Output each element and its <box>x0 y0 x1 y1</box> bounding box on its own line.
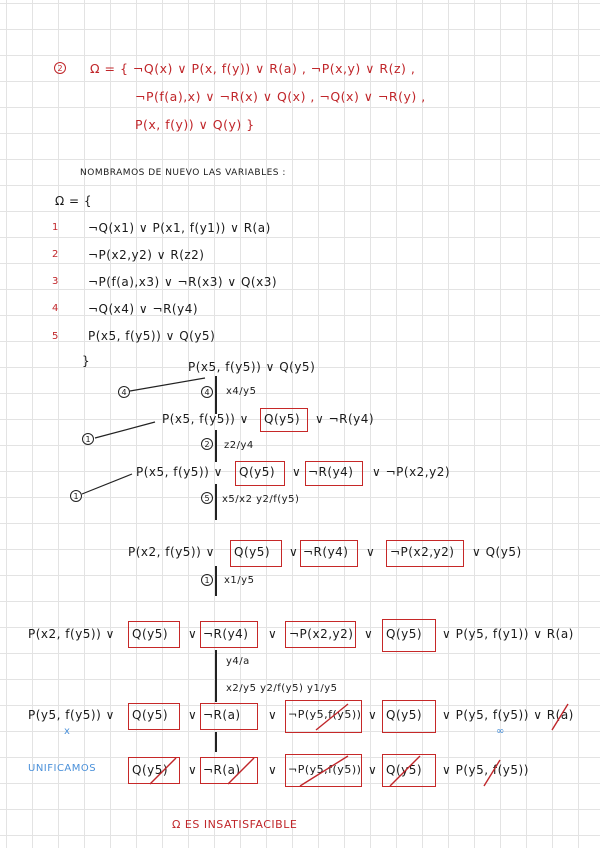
clause-text: ¬Q(x4) ∨ ¬R(y4) <box>88 302 199 316</box>
clause-number: 4 <box>52 303 59 314</box>
rule-number-circle: 2 <box>201 438 213 450</box>
literal: ∨ <box>368 763 378 777</box>
side-clause-circle: 4 <box>118 386 130 398</box>
literal: ∨ <box>268 708 278 722</box>
literal: ∨ <box>188 763 198 777</box>
clause-text: ¬P(f(a),x3) ∨ ¬R(x3) ∨ Q(x3) <box>88 275 278 289</box>
literal: ∨ <box>188 627 198 641</box>
literal: ∨ <box>292 465 302 479</box>
rule-number-circle: 4 <box>201 386 213 398</box>
derivation-line <box>215 430 217 462</box>
boxed-literal: Q(y5) <box>132 627 169 641</box>
boxed-literal: Q(y5) <box>239 465 276 479</box>
omega-definition-line-3: P(x, f(y)) ∨ Q(y) } <box>135 117 255 132</box>
literal: ∨ P(y5, f(y5)) ∨ R(a) <box>442 708 574 722</box>
resolvent-step-1: P(x5, f(y5)) ∨ Q(y5) <box>188 360 316 374</box>
literal: ∨ <box>364 627 374 641</box>
clause-number: 1 <box>52 222 59 233</box>
substitution: z2/y4 <box>224 440 254 451</box>
literal: ∨ ¬R(y4) <box>315 412 375 426</box>
omega-definition-line-1: Ω = { ¬Q(x) ∨ P(x, f(y)) ∨ R(a) , ¬P(x,y) ∨ R(z) , <box>90 61 416 76</box>
literal: ∨ Q(y5) <box>472 545 522 559</box>
derivation-line <box>215 376 217 414</box>
literal: ∨ ¬P(x2,y2) <box>372 465 451 479</box>
boxed-literal: Q(y5) <box>386 627 423 641</box>
resolvent-step-5: P(x2, f(y5)) ∨ <box>28 627 115 641</box>
side-clause-circle: 1 <box>82 433 94 445</box>
rule-number-circle: 5 <box>201 492 213 504</box>
clause-text: ¬Q(x1) ∨ P(x1, f(y1)) ∨ R(a) <box>88 221 271 235</box>
literal: ∨ <box>368 708 378 722</box>
literal: ∨ <box>188 708 198 722</box>
literal: ∨ P(y5, f(y1)) ∨ R(a) <box>442 627 574 641</box>
literal: ∨ <box>289 545 299 559</box>
literal: ∨ P(y5, f(y5)) <box>442 763 529 777</box>
literal: ∨ <box>268 763 278 777</box>
derivation-line <box>215 566 217 596</box>
boxed-literal: Q(y5) <box>132 708 169 722</box>
omega-set-close: } <box>82 354 91 368</box>
blue-mark-loop: ∞ <box>496 726 505 737</box>
omega-definition-line-2: ¬P(f(a),x) ∨ ¬R(x) ∨ Q(x) , ¬Q(x) ∨ ¬R(y) , <box>135 89 426 104</box>
omega-set-open: Ω = { <box>55 194 92 208</box>
literal: ∨ <box>366 545 376 559</box>
boxed-literal: Q(y5) <box>234 545 271 559</box>
literal: ∨ <box>268 627 278 641</box>
boxed-literal: ¬R(a) <box>203 708 241 722</box>
boxed-literal: ¬R(y4) <box>308 465 354 479</box>
resolvent-step-2: P(x5, f(y5)) ∨ <box>162 412 249 426</box>
clause-number: 3 <box>52 276 59 287</box>
boxed-literal: Q(y5) <box>264 412 301 426</box>
boxed-literal: ¬R(y4) <box>203 627 249 641</box>
item-number-circle: 2 <box>54 62 66 74</box>
rename-heading: NOMBRAMOS DE NUEVO LAS VARIABLES : <box>80 168 286 178</box>
substitution: x5/x2 y2/f(y5) <box>222 494 300 505</box>
side-clause-circle: 1 <box>70 490 82 502</box>
boxed-literal: ¬P(y5,f(y5)) <box>288 763 362 776</box>
derivation-line <box>215 484 217 520</box>
clause-number: 5 <box>52 331 59 342</box>
clause-text: P(x5, f(y5)) ∨ Q(y5) <box>88 329 216 343</box>
resolvent-step-6: P(y5, f(y5)) ∨ <box>28 708 115 722</box>
resolvent-step-4: P(x2, f(y5)) ∨ <box>128 545 215 559</box>
derivation-line <box>215 732 217 752</box>
boxed-literal: Q(y5) <box>132 763 169 777</box>
clause-text: ¬P(x2,y2) ∨ R(z2) <box>88 248 205 262</box>
boxed-literal: Q(y5) <box>386 763 423 777</box>
unification-label: UNIFICAMOS <box>28 763 97 774</box>
substitution: x4/y5 <box>226 386 257 397</box>
substitution: x2/y5 y2/f(y5) y1/y5 <box>226 683 338 694</box>
boxed-literal: ¬P(y5,f(y5)) <box>288 708 362 721</box>
boxed-literal: ¬P(x2,y2) <box>390 545 455 559</box>
rule-number-circle: 1 <box>201 574 213 586</box>
conclusion: Ω ES INSATISFACIBLE <box>172 818 298 831</box>
clause-number: 2 <box>52 249 59 260</box>
boxed-literal: ¬R(a) <box>203 763 241 777</box>
resolvent-step-3: P(x5, f(y5)) ∨ <box>136 465 223 479</box>
boxed-literal: ¬P(x2,y2) <box>289 627 354 641</box>
derivation-line <box>215 650 217 702</box>
substitution: y4/a <box>226 656 250 667</box>
substitution: x1/y5 <box>224 575 255 586</box>
boxed-literal: ¬R(y4) <box>303 545 349 559</box>
boxed-literal: Q(y5) <box>386 708 423 722</box>
blue-mark-x: x <box>64 726 71 737</box>
